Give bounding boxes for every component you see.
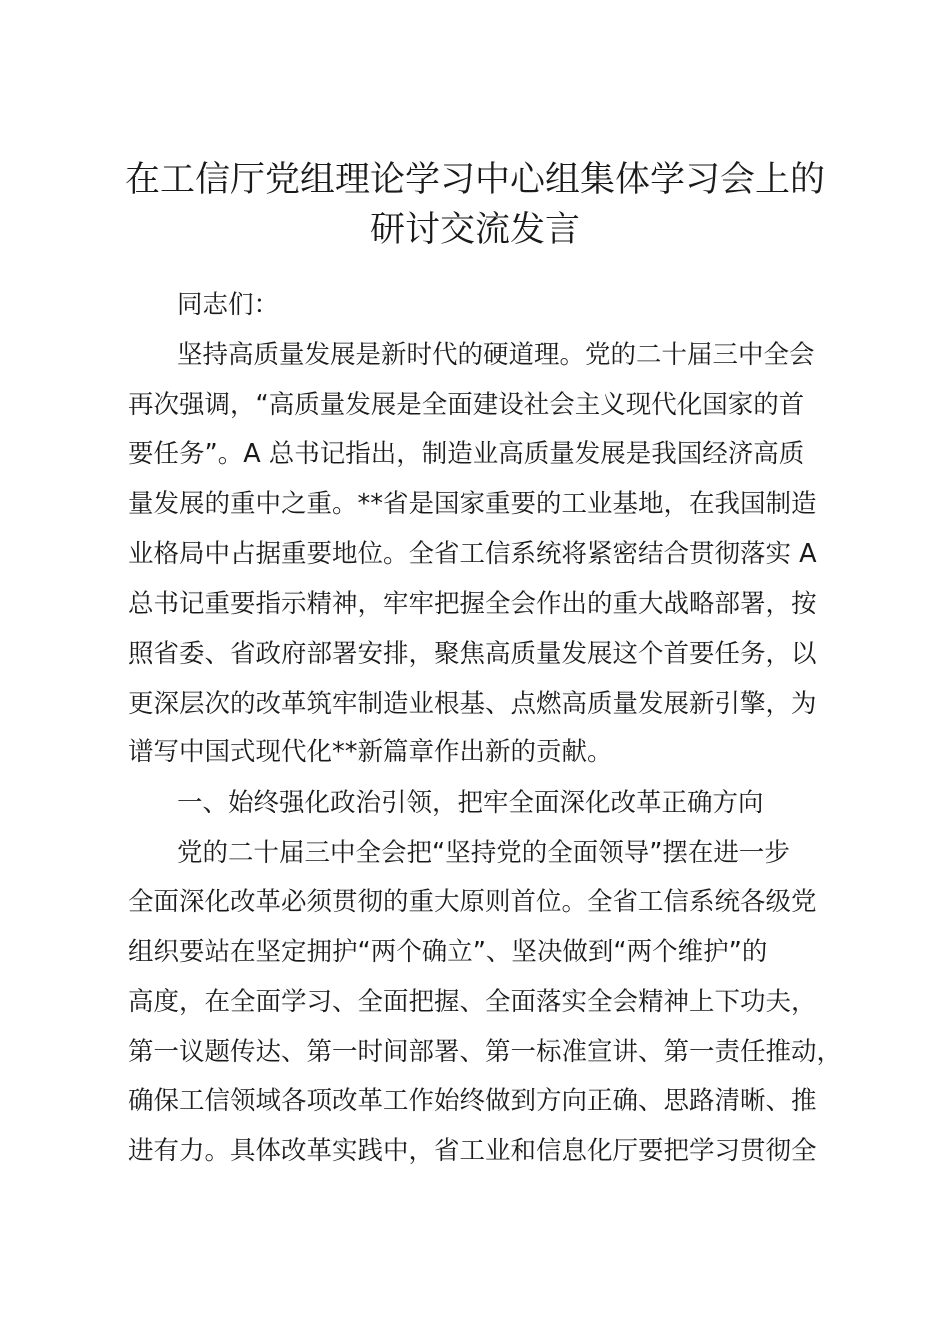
paragraph-1-line: 谱写中国式现代化**新篇章作出新的贡献。 <box>128 737 613 767</box>
paragraph-1-line: 照省委、省政府部署安排，聚焦高质量发展这个首要任务，以 <box>128 639 817 669</box>
paragraph-2-line: 确保工信领域各项改革工作始终做到方向正确、思路清晰、推 <box>128 1086 817 1116</box>
document-title-line-2: 研讨交流发言 <box>369 210 580 250</box>
salutation: 同志们： <box>177 290 280 320</box>
paragraph-2-line: 党的二十届三中全会把“坚持党的全面领导”摆在进一步 <box>177 838 790 868</box>
paragraph-1-line: 量发展的重中之重。**省是国家重要的工业基地，在我国制造 <box>128 489 817 519</box>
paragraph-1-line: 要任务”。A 总书记指出，制造业高质量发展是我国经济高质 <box>128 439 805 469</box>
document-title-line-1: 在工信厅党组理论学习中心组集体学习会上的 <box>124 160 825 200</box>
paragraph-1-line: 总书记重要指示精神，牢牢把握全会作出的重大战略部署，按 <box>128 589 817 619</box>
paragraph-2-line: 进有力。具体改革实践中，省工业和信息化厅要把学习贯彻全 <box>128 1136 817 1166</box>
paragraph-2-line: 高度，在全面学习、全面把握、全面落实全会精神上下功夫， <box>128 987 817 1017</box>
paragraph-1-line: 业格局中占据重要地位。全省工信系统将紧密结合贯彻落实 A <box>128 539 817 569</box>
paragraph-1-line: 更深层次的改革筑牢制造业根基、点燃高质量发展新引擎，为 <box>128 689 817 719</box>
section-heading-1: 一、始终强化政治引领，把牢全面深化改革正确方向 <box>177 788 764 818</box>
paragraph-1-line: 坚持高质量发展是新时代的硬道理。党的二十届三中全会 <box>177 340 815 370</box>
paragraph-2-line: 第一议题传达、第一时间部署、第一标准宣讲、第一责任推动， <box>128 1037 843 1067</box>
paragraph-2-line: 组织要站在坚定拥护“两个确立”、坚决做到“两个维护”的 <box>128 937 768 967</box>
paragraph-2-line: 全面深化改革必须贯彻的重大原则首位。全省工信系统各级党 <box>128 887 817 917</box>
paragraph-1-line: 再次强调，“高质量发展是全面建设社会主义现代化国家的首 <box>128 390 805 420</box>
